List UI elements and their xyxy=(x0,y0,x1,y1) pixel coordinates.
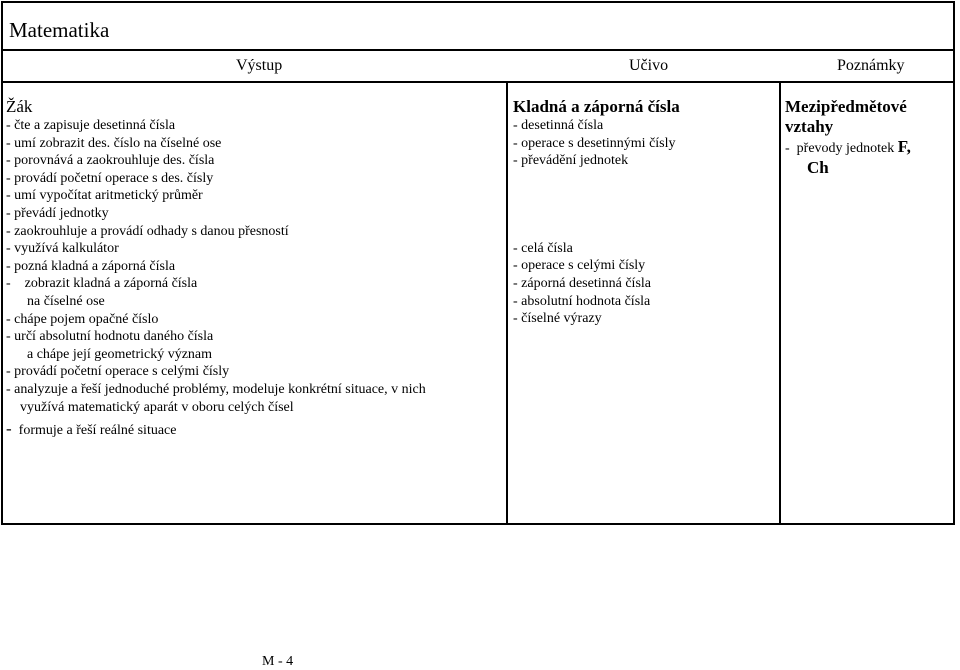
list-item: - chápe pojem opačné číslo xyxy=(6,311,159,327)
list-item: - využívá kalkulátor xyxy=(6,241,119,257)
list-item: - pozná kladná a záporná čísla xyxy=(6,258,176,274)
list-item: - určí absolutní hodnotu daného čísla xyxy=(6,329,214,345)
list-item: - umí zobrazit des. číslo na číselné ose xyxy=(6,135,222,151)
list-item xyxy=(6,420,501,440)
list-item-text: formuje a řeší reálné situace xyxy=(11,423,177,439)
list-item: - čte a zapisuje desetinná čísla xyxy=(6,118,176,133)
list-item: - analyzuje a řeší jednoduché problémy, modeluje konkrétní situace, v nich xyxy=(6,381,426,397)
list-item xyxy=(785,137,950,158)
list-item: - převádění jednotek xyxy=(513,153,629,169)
ucivo-column xyxy=(513,97,771,328)
title-row xyxy=(3,3,953,51)
list-item: využívá matematický aparát v oboru celých čísel xyxy=(6,399,294,415)
spacer xyxy=(513,170,771,240)
column-divider xyxy=(506,83,508,523)
column-heading-vztahy: vztahy xyxy=(785,117,834,136)
list-item: - porovnává a zaokrouhluje des. čísla xyxy=(6,153,215,169)
list-item: - zobrazit kladná a záporná čísla xyxy=(6,276,198,292)
header-ucivo: Učivo xyxy=(629,57,669,74)
subject-tag-ch: Ch xyxy=(807,157,829,177)
list-item-text: - převody jednotek xyxy=(785,141,898,156)
list-item: - operace s celými čísly xyxy=(513,258,646,274)
column-heading-ucivo: Kladná a záporná čísla xyxy=(513,97,680,116)
list-item: - umí vypočítat aritmetický průměr xyxy=(6,188,203,204)
page-number: M - 4 xyxy=(262,654,294,669)
list-item: - desetinná čísla xyxy=(513,118,604,133)
list-item: - záporná desetinná čísla xyxy=(513,275,651,291)
list-item: na číselné ose xyxy=(6,293,105,309)
list-item: - převádí jednotky xyxy=(6,205,109,221)
vystup-column xyxy=(6,97,501,440)
list-item: - zaokrouhluje a provádí odhady s danou přesností xyxy=(6,223,289,239)
subject-tag-f: F, xyxy=(897,137,911,156)
page-title: Matematika xyxy=(9,18,110,42)
column-heading-zak: Žák xyxy=(6,97,33,116)
header-poznamky: Poznámky xyxy=(837,57,905,74)
column-heading-mezipredmetove: Mezipředmětové xyxy=(785,97,907,116)
list-item: - provádí početní operace s des. čísly xyxy=(6,170,214,186)
list-item: - celá čísla xyxy=(513,240,573,256)
list-dash: - xyxy=(6,419,12,439)
list-item: - operace s desetinnými čísly xyxy=(513,135,676,151)
poznamky-column xyxy=(785,97,950,178)
list-item: - absolutní hodnota čísla xyxy=(513,293,651,309)
list-item: - číselné výrazy xyxy=(513,311,602,327)
column-divider xyxy=(779,83,781,523)
header-row xyxy=(3,51,953,83)
list-item: a chápe její geometrický význam xyxy=(6,346,213,362)
list-item: - provádí početní operace s celými čísly xyxy=(6,364,230,380)
header-vystup: Výstup xyxy=(236,57,283,74)
